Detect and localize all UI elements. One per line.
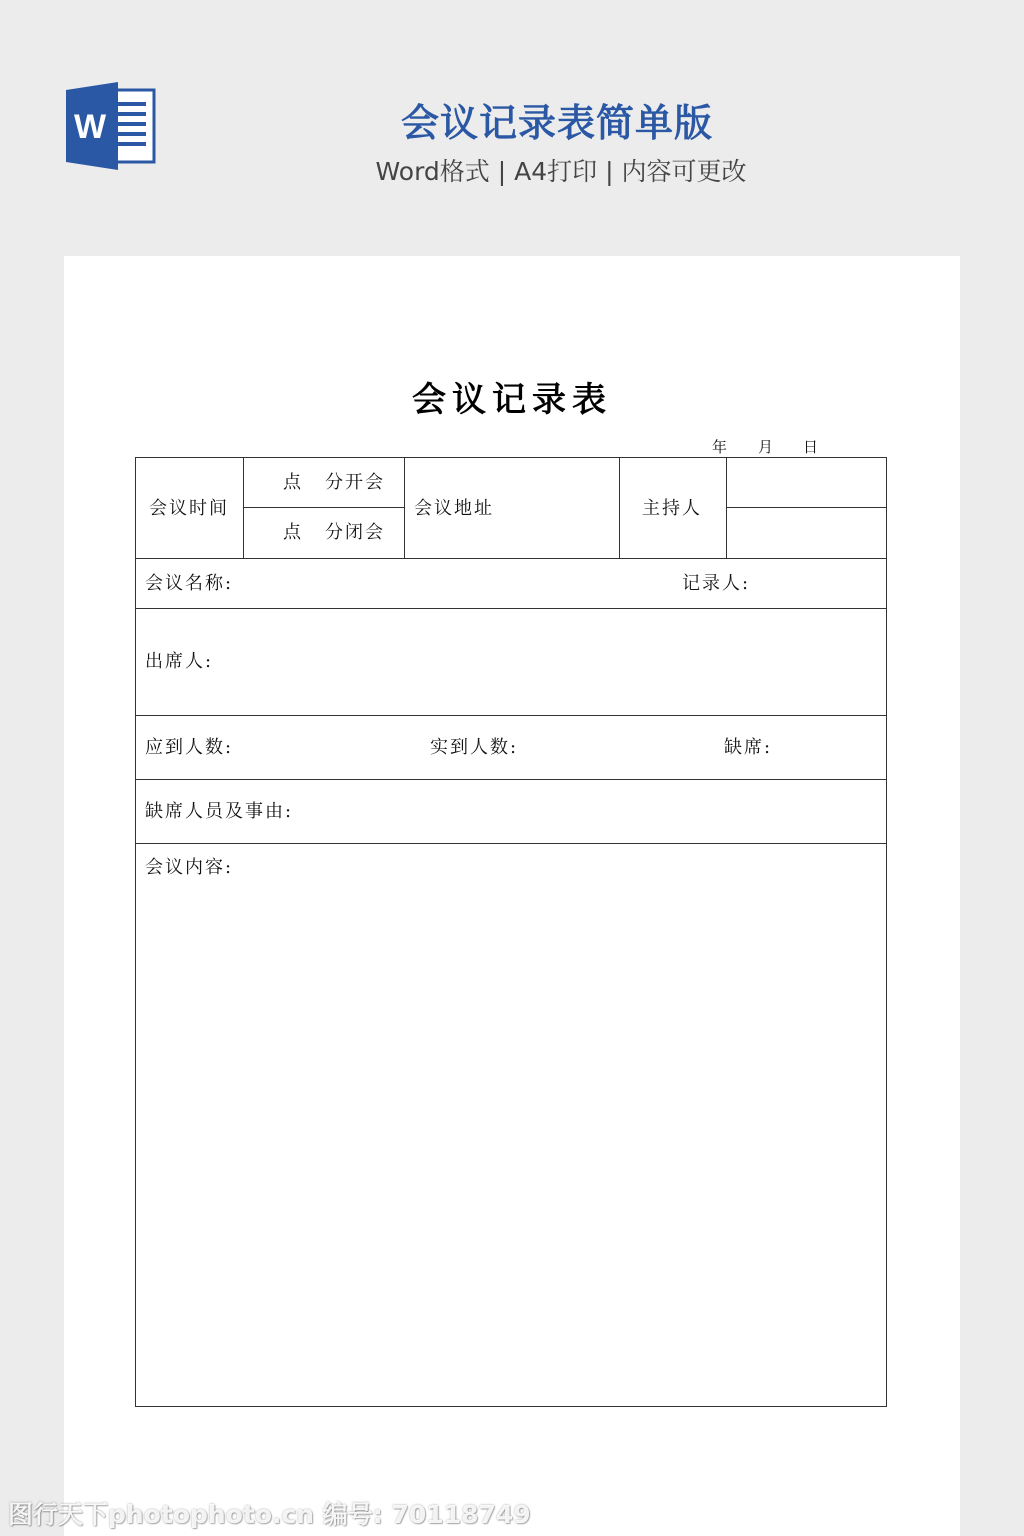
expected-count-label: 应到人数: (145, 737, 234, 758)
meeting-content-field[interactable] (136, 888, 886, 1403)
divider (136, 608, 886, 609)
meeting-time-label: 会议时间 (149, 498, 229, 519)
divider (136, 843, 886, 844)
divider (243, 507, 404, 508)
meeting-address-label: 会议地址 (414, 498, 494, 519)
host-field-1[interactable] (727, 459, 886, 506)
divider (136, 558, 886, 559)
actual-count-label: 实到人数: (430, 737, 519, 758)
date-month-label: 月 (758, 438, 774, 456)
open-minute-label: 分开会 (325, 472, 385, 493)
close-minute-label: 分闭会 (325, 522, 385, 543)
host-field-2[interactable] (727, 509, 886, 557)
attendees-label: 出席人: (145, 651, 214, 672)
divider (243, 458, 244, 558)
date-year-label: 年 (712, 438, 728, 456)
divider (136, 715, 886, 716)
watermark: 图行天下photophoto.cn 编号: 70118749 (8, 1500, 531, 1529)
open-hour-label: 点 (283, 472, 301, 493)
document-title: 会议记录表 (412, 380, 612, 420)
svg-text:W: W (73, 108, 107, 146)
header-subtitle: Word格式 | A4打印 | 内容可更改 (375, 157, 747, 186)
meeting-address-field[interactable] (512, 459, 618, 557)
date-day-label: 日 (803, 438, 819, 456)
divider (404, 458, 405, 558)
host-label: 主持人 (642, 498, 702, 519)
divider (619, 458, 620, 558)
close-hour-label: 点 (283, 522, 301, 543)
absent-reason-label: 缺席人员及事由: (145, 801, 294, 822)
absent-label: 缺席: (724, 737, 773, 758)
divider (726, 507, 887, 508)
meeting-record-form (135, 457, 887, 1407)
recorder-label: 记录人: (682, 573, 751, 594)
meeting-content-label: 会议内容: (145, 857, 234, 878)
header-title: 会议记录表简单版 (400, 101, 713, 145)
meeting-name-label: 会议名称: (145, 573, 234, 594)
divider (136, 779, 886, 780)
